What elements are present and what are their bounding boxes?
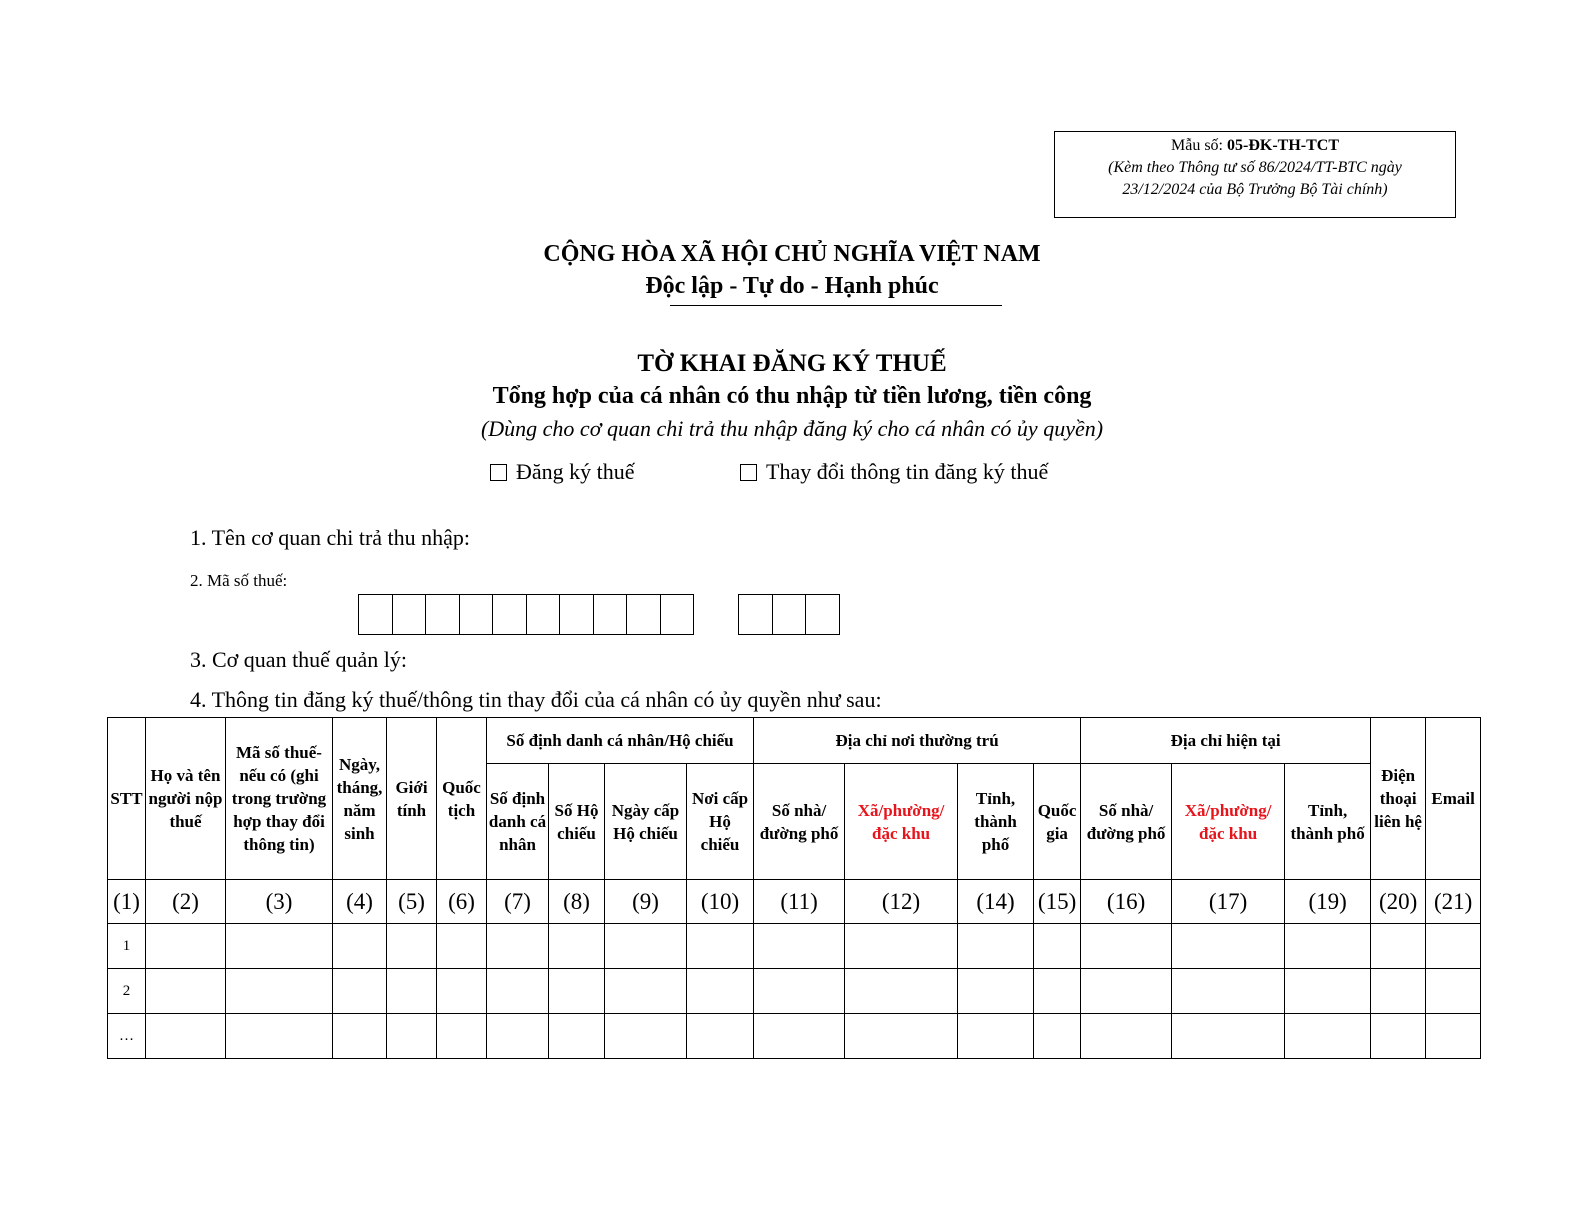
header-name: Họ và tên người nộp thuế [146, 718, 226, 880]
tax-code-digit-box[interactable] [392, 594, 427, 635]
nation-title: CỘNG HÒA XÃ HỘI CHỦ NGHĨA VIỆT NAM [543, 241, 1041, 267]
table-cell[interactable] [146, 969, 226, 1014]
motto: Độc lập - Tự do - Hạnh phúc [645, 273, 939, 299]
tax-code-branch-digit-box[interactable] [738, 594, 773, 635]
table-cell[interactable] [146, 1014, 226, 1059]
column-number: (12) [845, 880, 958, 924]
table-cell[interactable] [333, 1014, 387, 1059]
tax-code-digit-box[interactable] [358, 594, 393, 635]
tax-code-digit-box[interactable] [559, 594, 594, 635]
column-number: (4) [333, 880, 387, 924]
tax-code-branch-digit-box[interactable] [772, 594, 807, 635]
column-number: (10) [687, 880, 754, 924]
register-label: Đăng ký thuế [516, 459, 635, 484]
header-passport-date: Ngày cấp Hộ chiếu [605, 764, 687, 880]
table-cell[interactable] [1081, 969, 1172, 1014]
table-cell[interactable] [549, 969, 605, 1014]
motto-underline [670, 305, 1002, 306]
table-cell[interactable] [605, 1014, 687, 1059]
column-number: (15) [1034, 880, 1081, 924]
tax-code-digit-box[interactable] [492, 594, 527, 635]
table-cell[interactable] [387, 1014, 437, 1059]
document-usage-note: (Dùng cho cơ quan chi trả thu nhập đăng ký cho cá nhân có ủy quyền) [480, 416, 1104, 441]
header-dob: Ngày, tháng, năm sinh [333, 718, 387, 880]
table-cell[interactable] [437, 924, 487, 969]
form-code: 05-ĐK-TH-TCT [1227, 137, 1339, 154]
table-cell[interactable] [1034, 969, 1081, 1014]
table-cell[interactable] [687, 924, 754, 969]
table-cell[interactable] [845, 1014, 958, 1059]
tax-code-digit-box[interactable] [425, 594, 460, 635]
table-cell[interactable] [605, 924, 687, 969]
column-number: (1) [108, 880, 146, 924]
header-perm-street: Số nhà/ đường phố [754, 764, 845, 880]
header-curr-street: Số nhà/ đường phố [1081, 764, 1172, 880]
document-title: TỜ KHAI ĐĂNG KÝ THUẾ [637, 350, 947, 377]
tax-code-digit-box[interactable] [660, 594, 695, 635]
tax-code-digit-box[interactable] [626, 594, 661, 635]
column-number: (17) [1172, 880, 1285, 924]
header-passport-no: Số Hộ chiếu [549, 764, 605, 880]
column-number: (16) [1081, 880, 1172, 924]
table-cell[interactable] [958, 969, 1034, 1014]
option-change[interactable] [740, 459, 1048, 485]
table-cell[interactable] [1371, 1014, 1426, 1059]
table-cell[interactable] [1426, 1014, 1481, 1059]
registration-table [107, 717, 1481, 1059]
table-cell[interactable] [687, 1014, 754, 1059]
table-cell[interactable] [487, 969, 549, 1014]
info-label: 4. Thông tin đăng ký thuế/thông tin thay đổi của cá nhân có ủy quyền như sau: [190, 687, 882, 712]
form-note-line1: (Kèm theo Thông tư số 86/2024/TT-BTC ngày [1108, 159, 1402, 176]
form-note-line2: 23/12/2024 của Bộ Trưởng Bộ Tài chính) [1122, 181, 1388, 198]
table-cell[interactable] [333, 969, 387, 1014]
table-cell[interactable] [226, 924, 333, 969]
table-row [108, 969, 1481, 1014]
table-cell[interactable] [1034, 1014, 1081, 1059]
table-cell[interactable] [845, 969, 958, 1014]
table-cell[interactable] [1034, 924, 1081, 969]
change-checkbox[interactable] [740, 464, 757, 481]
table-cell[interactable] [487, 1014, 549, 1059]
table-cell[interactable] [754, 969, 845, 1014]
header-email: Email [1426, 718, 1481, 880]
table-cell[interactable] [437, 1014, 487, 1059]
change-label: Thay đổi thông tin đăng ký thuế [766, 459, 1049, 484]
table-cell[interactable] [549, 924, 605, 969]
header-curr-province: Tỉnh, thành phố [1285, 764, 1371, 880]
column-number: (9) [605, 880, 687, 924]
header-id-group: Số định danh cá nhân/Hộ chiếu [487, 718, 754, 764]
row-index: … [108, 1014, 146, 1059]
column-number: (11) [754, 880, 845, 924]
table-cell[interactable] [1081, 1014, 1172, 1059]
header-perm-country: Quốc gia [1034, 764, 1081, 880]
header-phone: Điện thoại liên hệ [1371, 718, 1426, 880]
column-number: (6) [437, 880, 487, 924]
table-cell[interactable] [687, 969, 754, 1014]
table-cell[interactable] [437, 969, 487, 1014]
row-index: 1 [108, 924, 146, 969]
table-cell[interactable] [1172, 1014, 1285, 1059]
table-cell[interactable] [958, 924, 1034, 969]
column-number: (5) [387, 880, 437, 924]
table-cell[interactable] [1172, 969, 1285, 1014]
tax-code-digit-box[interactable] [459, 594, 494, 635]
table-cell[interactable] [333, 924, 387, 969]
header-passport-place: Nơi cấp Hộ chiếu [687, 764, 754, 880]
form-code-box [1054, 131, 1456, 218]
tax-code-branch-digit-box[interactable] [805, 594, 840, 635]
column-number: (19) [1285, 880, 1371, 924]
tax-office-label: 3. Cơ quan thuế quản lý: [190, 647, 407, 672]
table-cell[interactable] [754, 924, 845, 969]
table-cell[interactable] [387, 969, 437, 1014]
column-number: (2) [146, 880, 226, 924]
table-cell[interactable] [605, 969, 687, 1014]
header-curr-ward: Xã/phường/ đặc khu [1172, 764, 1285, 880]
header-tax-id: Mã số thuế- nếu có (ghi trong trường hợp thay đổi thông tin) [226, 718, 333, 880]
table-cell[interactable] [1426, 969, 1481, 1014]
table-cell[interactable] [1285, 1014, 1371, 1059]
table-cell[interactable] [226, 1014, 333, 1059]
table-cell[interactable] [1285, 924, 1371, 969]
column-number: (8) [549, 880, 605, 924]
column-number: (20) [1371, 880, 1426, 924]
table-row [108, 924, 1481, 969]
header-nationality: Quốc tịch [437, 718, 487, 880]
table-cell[interactable] [845, 924, 958, 969]
header-id-number: Số định danh cá nhân [487, 764, 549, 880]
header-stt: STT [108, 718, 146, 880]
table-cell[interactable] [1426, 924, 1481, 969]
table-cell[interactable] [958, 1014, 1034, 1059]
table-cell[interactable] [1371, 924, 1426, 969]
tax-code-label: 2. Mã số thuế: [190, 571, 288, 590]
table-cell[interactable] [1285, 969, 1371, 1014]
header-current-address: Địa chỉ hiện tại [1081, 718, 1371, 764]
column-number: (14) [958, 880, 1034, 924]
table-cell[interactable] [1371, 969, 1426, 1014]
table-cell[interactable] [1172, 924, 1285, 969]
tax-code-digit-box[interactable] [526, 594, 561, 635]
row-index: 2 [108, 969, 146, 1014]
table-cell[interactable] [1081, 924, 1172, 969]
payer-name-label: 1. Tên cơ quan chi trả thu nhập: [190, 525, 471, 550]
document-subtitle: Tổng hợp của cá nhân có thu nhập từ tiền lương, tiền công [492, 383, 1092, 409]
table-cell[interactable] [754, 1014, 845, 1059]
table-cell[interactable] [549, 1014, 605, 1059]
option-register[interactable] [490, 459, 635, 485]
table-cell[interactable] [146, 924, 226, 969]
header-perm-province: Tỉnh, thành phố [958, 764, 1034, 880]
form-code-label: Mẫu số: [1171, 137, 1227, 154]
column-number: (7) [487, 880, 549, 924]
register-checkbox[interactable] [490, 464, 507, 481]
table-row [108, 1014, 1481, 1059]
header-gender: Giới tính [387, 718, 437, 880]
tax-code-main-boxes[interactable] [359, 594, 694, 635]
tax-code-branch-boxes[interactable] [739, 594, 840, 635]
table-cell[interactable] [387, 924, 437, 969]
column-number: (3) [226, 880, 333, 924]
header-permanent-address: Địa chỉ nơi thường trú [754, 718, 1081, 764]
table-cell[interactable] [226, 969, 333, 1014]
table-cell[interactable] [487, 924, 549, 969]
tax-code-digit-box[interactable] [593, 594, 628, 635]
column-number: (21) [1426, 880, 1481, 924]
header-perm-ward: Xã/phường/ đặc khu [845, 764, 958, 880]
